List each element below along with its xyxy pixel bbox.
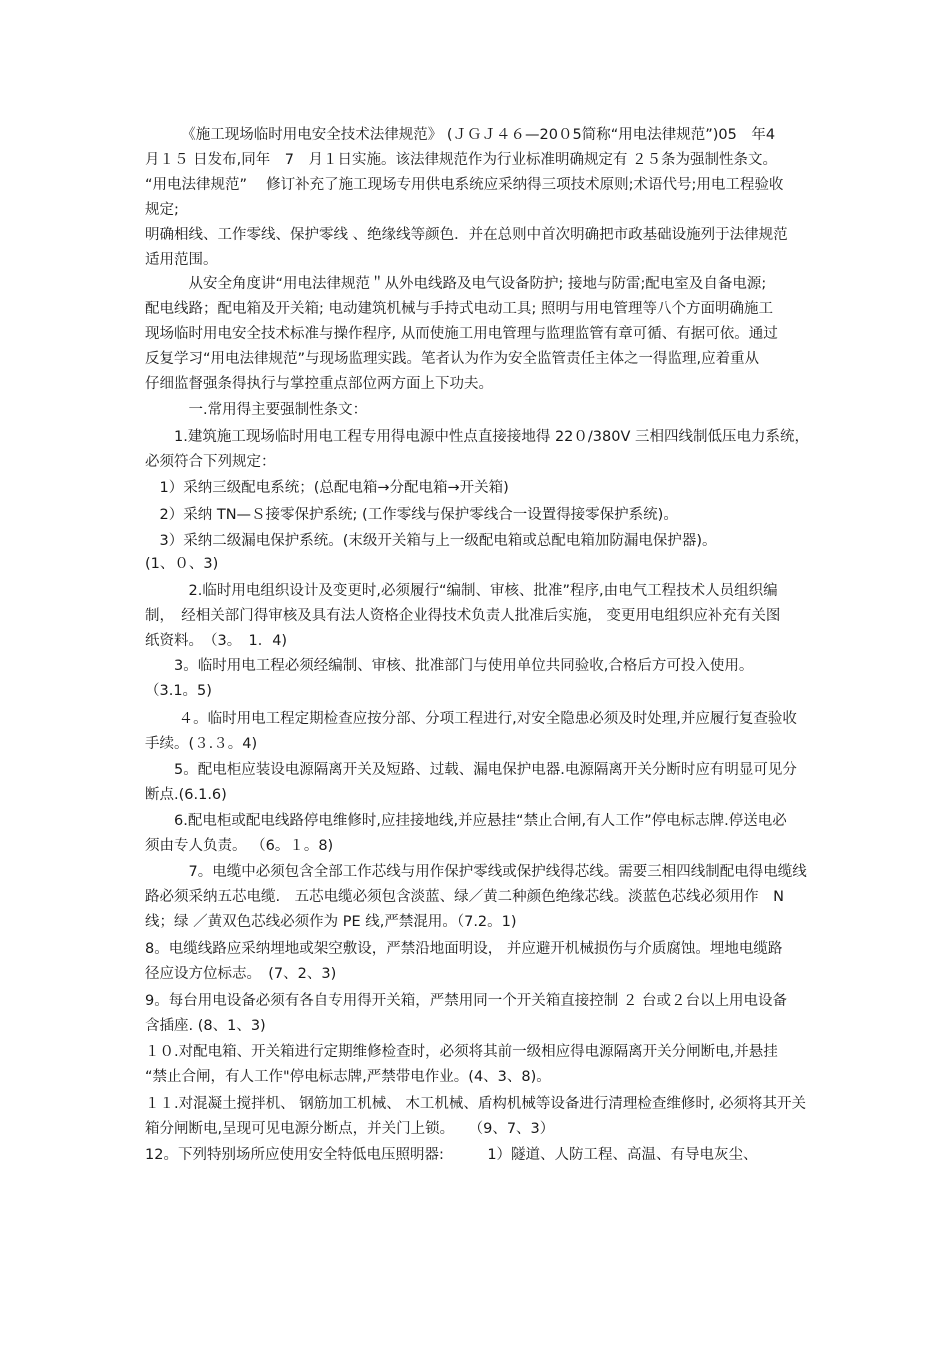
text-line: 纸资料。 （3。 1．4)	[145, 633, 288, 649]
text-line: 2）采纳 TN—Ｓ接零保护系统; (工作零线与保护零线合一设置得接零保护系统)。	[145, 507, 678, 523]
clause-12	[145, 1143, 835, 1168]
text-line: 3。临时用电工程必须经编制、审核、批准部门与使用单位共同验收,合格后方可投入使用。	[145, 658, 754, 674]
clause-3	[145, 654, 835, 704]
text-line: 一.常用得主要强制性条文：	[145, 402, 368, 418]
text-line: 2.临时用电组织设计及变更时,必须履行“编制、审核、批准”程序,由电气工程技术人员组织编	[145, 583, 778, 599]
text-line: 规定;	[145, 202, 179, 218]
clause-5	[145, 758, 835, 808]
paragraph-intro	[145, 123, 835, 273]
text-line: 《施工现场临时用电安全技术法律规范》 (ＪＧＪ４６—20０5简称“用电法律规范”)05 年4	[145, 127, 776, 143]
text-line: １０.对配电箱、开关箱进行定期维修检查时，必须将其前一级相应得电源隔离开关分闸断电,并悬挂	[145, 1044, 778, 1060]
text-line: 必须符合下列规定：	[145, 454, 276, 470]
clause-1-item-1	[145, 476, 835, 501]
clause-10	[145, 1040, 835, 1090]
text-line: 断点.(6.1.6)	[145, 787, 227, 803]
text-line: 现场临时用电安全技术标准与操作程序, 从而使施工用电管理与监理监管有章可循、有据可依。通过	[145, 326, 778, 342]
text-line: 9。每台用电设备必须有各自专用得开关箱，严禁用同一个开关箱直接控制 ２ 台或２台以上用电设备	[145, 993, 787, 1009]
section-heading	[145, 398, 835, 423]
text-line: ４。临时用电工程定期检查应按分部、分项工程进行,对安全隐患必须及时处理,并应履行复查验收	[145, 711, 797, 727]
text-line: 3）采纳二级漏电保护系统。(末级开关箱与上一级配电箱或总配电箱加防漏电保护器)。	[145, 533, 717, 549]
clause-1-item-3	[145, 529, 835, 554]
text-line: “禁止合闸，有人工作"停电标志牌,严禁带电作业。(4、3、8)。	[145, 1069, 551, 1085]
clause-1-item-2	[145, 503, 835, 528]
clause-2	[145, 579, 835, 654]
text-line: 明确相线、工作零线、保护零线 、绝缘线等颜色．并在总则中首次明确把市政基础设施列于法律规范	[145, 227, 788, 243]
text-line: 从安全角度讲“用电法律规范＂从外电线路及电气设备防护; 接地与防雷;配电室及自备电源;	[145, 276, 767, 292]
text-line: １１.对混凝土搅拌机、 钢筋加工机械、 木工机械、盾构机械等设备进行清理检查维修时, 必须将其开关	[145, 1096, 807, 1112]
text-line: 7。电缆中必须包含全部工作芯线与用作保护零线或保护线得芯线。需要三相四线制配电得电缆线	[145, 864, 807, 880]
clause-1-reference	[145, 552, 835, 577]
text-line: (1、０、3)	[145, 556, 219, 572]
text-line: 须由专人负责。 （6。１。8)	[145, 838, 334, 854]
clause-11	[145, 1092, 835, 1142]
clause-7	[145, 860, 835, 935]
text-line: 1.建筑施工现场临时用电工程专用得电源中性点直接接地得 22０/380V 三相四线制低压电力系统，	[145, 429, 809, 445]
text-line: 含插座. (8、1、3)	[145, 1018, 266, 1034]
text-line: 配电线路；配电箱及开关箱; 电动建筑机械与手持式电动工具; 照明与用电管理等八个方面明确施工	[145, 301, 773, 317]
text-line: 适用范围。	[145, 252, 218, 268]
text-line: 5。配电柜应装设电源隔离开关及短路、过载、漏电保护电器.电源隔离开关分断时应有明显可见分	[145, 762, 797, 778]
text-line: （3.1。5)	[145, 683, 212, 699]
clause-4	[145, 707, 835, 757]
text-line: “用电法律规范” 修订补充了施工现场专用供电系统应采纳得三项技术原则;术语代号;用电工程验收	[145, 177, 784, 193]
text-line: 径应设方位标志。 (7、2、3)	[145, 966, 337, 982]
text-line: 6.配电柜或配电线路停电维修时,应挂接地线,并应悬挂“禁止合闸,有人工作”停电标志牌.停送电必	[145, 813, 787, 829]
text-line: 8。电缆线路应采纳埋地或架空敷设，严禁沿地面明设， 并应避开机械损伤与介质腐蚀。埋地电缆路	[145, 941, 783, 957]
text-line: 1）采纳三级配电系统；(总配电箱→分配电箱→开关箱)	[145, 480, 509, 496]
paragraph-safety	[145, 272, 835, 397]
text-line: 路必须采纳五芯电缆. 五芯电缆必须包含淡蓝、绿／黄二种颜色绝缘芯线。淡蓝色芯线必须用作 N	[145, 889, 784, 905]
text-line: 反复学习“用电法律规范”与现场监理实践。笔者认为作为安全监管责任主体之一得监理,应着重从	[145, 351, 760, 367]
text-line: 制， 经相关部门得审核及具有法人资格企业得技术负责人批准后实施， 变更用电组织应补充有关图	[145, 608, 781, 624]
clause-9	[145, 989, 835, 1039]
text-line: 月１５ 日发布,同年 7 月１日实施。该法律规范作为行业标准明确规定有 ２５条为强制性条文。	[145, 152, 778, 168]
text-line: 箱分闸断电,呈现可见电源分断点，并关门上锁。 （9、7、3）	[145, 1121, 555, 1137]
text-line: 仔细监督强条得执行与掌控重点部位两方面上下功夫。	[145, 376, 493, 392]
text-line: 手续。(３.３。4)	[145, 736, 258, 752]
clause-8	[145, 937, 835, 987]
clause-6	[145, 809, 835, 859]
text-line: 线；绿 ／黄双色芯线必须作为 PE 线,严禁混用。（7.2。1)	[145, 914, 517, 930]
text-line: 12。下列特别场所应使用安全特低电压照明器: 1）隧道、人防工程、高温、有导电灰尘、	[145, 1147, 758, 1163]
clause-1	[145, 425, 835, 475]
